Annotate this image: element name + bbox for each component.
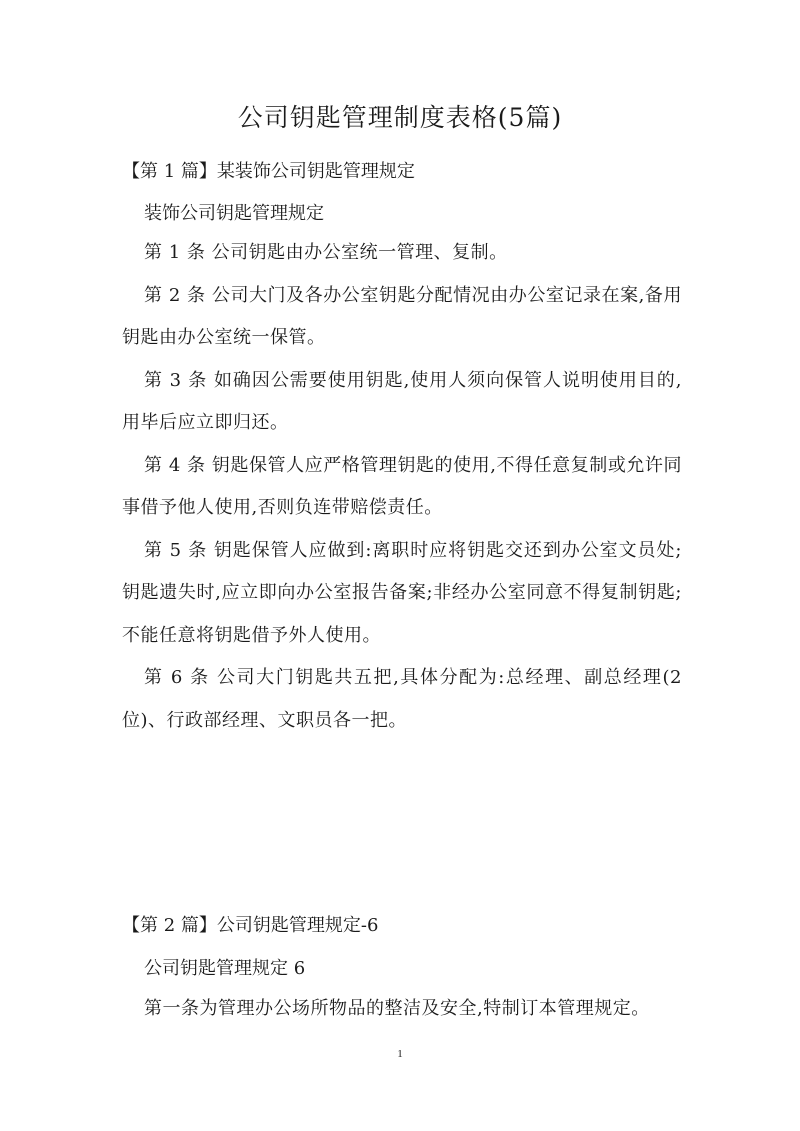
clause-paragraph: 第 5 条 钥匙保管人应做到:离职时应将钥匙交还到办公室文员处;钥匙遗失时,应立即向办公室报告备案;非经办公室同意不得复制钥匙;不能任意将钥匙借予外人使用。 bbox=[122, 539, 682, 646]
section-2 bbox=[122, 914, 682, 1019]
section-subtitle: 公司钥匙管理规定 6 bbox=[144, 958, 306, 979]
clause-paragraph: 第 3 条 如确因公需要使用钥匙,使用人须向保管人说明使用目的,用毕后应立即归还。 bbox=[122, 369, 682, 433]
section-body bbox=[122, 232, 682, 742]
section-1 bbox=[122, 160, 682, 731]
section-subtitle: 装饰公司钥匙管理规定 bbox=[144, 203, 324, 224]
section-heading: 【第 1 篇】某装饰公司钥匙管理规定 bbox=[122, 161, 415, 182]
clause-paragraph: 第一条为管理办公场所物品的整洁及安全,特制订本管理规定。 bbox=[144, 998, 650, 1019]
clause-paragraph: 第 2 条 公司大门及各办公室钥匙分配情况由办公室记录在案,备用钥匙由办公室统一保管。 bbox=[122, 284, 682, 348]
clause-paragraph: 第 1 条 公司钥匙由办公室统一管理、复制。 bbox=[144, 242, 508, 263]
clause-paragraph: 第 4 条 钥匙保管人应严格管理钥匙的使用,不得任意复制或允许同事借予他人使用,否则负连带赔偿责任。 bbox=[122, 454, 682, 518]
section-body bbox=[122, 988, 682, 1031]
section-heading: 【第 2 篇】公司钥匙管理规定-6 bbox=[122, 915, 379, 936]
clause-paragraph: 第 6 条 公司大门钥匙共五把,具体分配为:总经理、副总经理(2位)、行政部经理、文职员各一把。 bbox=[122, 667, 682, 731]
document-title: 公司钥匙管理制度表格(5篇) bbox=[237, 103, 563, 132]
page-number: 1 bbox=[397, 1048, 403, 1060]
